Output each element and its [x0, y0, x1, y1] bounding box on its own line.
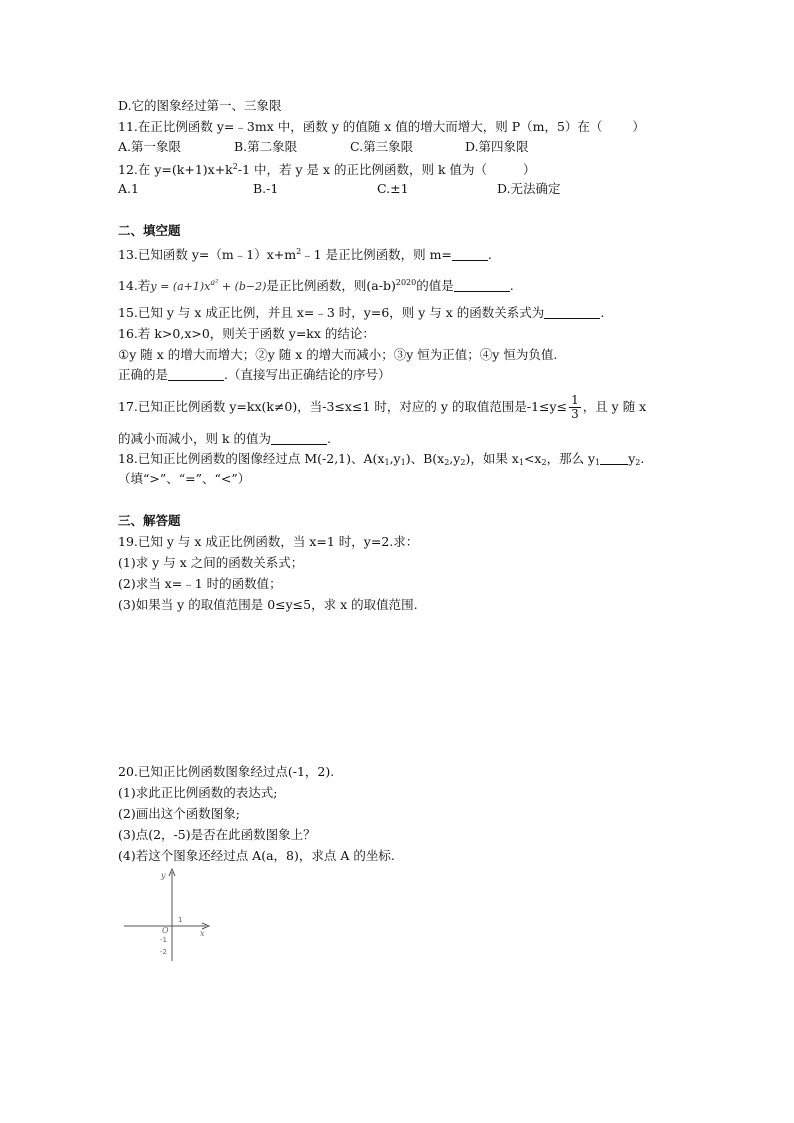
q16-answer [118, 366, 391, 384]
q11-option-d: D.第四象限 [465, 139, 529, 154]
q15-answer-blank[interactable] [544, 306, 600, 319]
q19-part-2: (2)求当 x=﹣1 时的函数值； [118, 576, 282, 591]
q11-option-c: C.第三象限 [350, 139, 414, 154]
q18-sub-2: 1 [400, 458, 406, 467]
q13-period: . [487, 247, 492, 262]
q14-formula-exponent: a² [210, 278, 219, 287]
q14-formula-part-2: + (b−2) [218, 280, 267, 293]
q19-stem: 19.已知 y 与 x 成正比例函数，当 x=1 时，y=2.求： [118, 534, 419, 549]
q18-text-6: <x [523, 451, 542, 466]
q18-line-2: （填“>”、“=”、“<”） [118, 471, 251, 486]
q12-exponent: 2 [232, 162, 238, 171]
q14-text-2: 是正比例函数，则(a-b) [266, 278, 396, 293]
y-axis-label: y [161, 871, 166, 880]
q17-fraction [569, 394, 581, 421]
q14 [118, 274, 514, 296]
q11-stem-text: 11.在正比例函数 y=﹣3mx 中，函数 y 的值随 x 值的增大而增大，则 P（m，5）在（ [118, 119, 603, 134]
q17-answer-blank[interactable] [271, 432, 327, 445]
q18-text-9: . [640, 451, 645, 466]
tick-label-1: 1 [178, 916, 183, 924]
q12-option-d: D.无法确定 [497, 181, 561, 196]
q11-option-b: B.第二象限 [234, 139, 298, 154]
q17-period: . [327, 431, 332, 446]
q11-stem [118, 118, 645, 136]
q18-sub-1: 1 [384, 458, 390, 467]
q20-part-4: (4)若这个图象还经过点 A(a，8)，求点 A 的坐标. [118, 848, 395, 863]
q18-text-5: )，如果 x [465, 451, 519, 466]
q17-fraction-numerator: 1 [571, 393, 579, 407]
q17-text: 17.已知正比例函数 y=kx(k≠0)，当-3≤x≤1 时，对应的 y 的取值范围是-1≤y≤ [118, 399, 568, 414]
q18-sub-5: 1 [518, 458, 524, 467]
q15-text: 15.已知 y 与 x 成正比例，并且 x=﹣3 时，y=6，则 y 与 x 的函数关系式为 [118, 305, 545, 320]
q12-stem-close: ） [523, 162, 536, 177]
q13-exponent: 2 [296, 247, 302, 256]
q12-option-c: C.±1 [377, 181, 409, 196]
origin-label: O [162, 926, 169, 935]
q12-option-a: A.1 [118, 181, 139, 196]
q18-sub-4: 2 [460, 458, 466, 467]
q18-text-3: )、B(x [405, 451, 445, 466]
tick-label-neg1: -1 [160, 936, 167, 944]
section-solve-heading: 三、解答题 [118, 513, 181, 528]
q12-option-b: B.-1 [253, 181, 279, 196]
q14-answer-blank[interactable] [454, 279, 510, 292]
q10-option-d: D.它的图象经过第一、三象限 [118, 98, 282, 113]
q17-line-2 [118, 430, 331, 448]
q11-options [118, 138, 529, 156]
q13 [118, 243, 492, 264]
q17-text-2: ，且 y 随 x [582, 399, 647, 414]
q14-text: 14.若 [118, 278, 151, 293]
q16-answer-blank[interactable] [168, 368, 224, 381]
q12-stem-text-2: -1 中，若 y 是 x 的正比例函数，则 k 值为（ [237, 162, 488, 177]
q16-answer-label: 正确的是 [118, 367, 169, 382]
tick-label-neg2: -2 [160, 948, 167, 956]
q20-stem: 20.已知正比例函数图象经过点(-1，2). [118, 764, 335, 779]
q14-formula [150, 280, 266, 293]
q16-answer-note: .（直接写出正确结论的序号） [224, 367, 391, 382]
q11-stem-close: ） [632, 119, 645, 134]
q12-options [118, 180, 561, 198]
q20-part-1: (1)求此正比例函数的表达式; [118, 785, 278, 800]
section-fill-blank-heading: 二、填空题 [118, 223, 181, 238]
q11-option-a: A.第一象限 [118, 139, 182, 154]
q14-formula-part-1: y = (a+1)x [150, 280, 211, 293]
q15-period: . [600, 305, 605, 320]
q18-sub-8: 2 [635, 458, 641, 467]
q18-sub-6: 2 [541, 458, 547, 467]
q20-part-3: (3)点(2，-5)是否在此函数图象上？ [118, 827, 316, 842]
q17-fraction-denominator: 3 [571, 407, 579, 421]
q17-text-3: 的减小而减小，则 k 的值为 [118, 431, 272, 446]
q13-text-2: ﹣1 是正比例函数，则 m= [301, 247, 452, 262]
q17-line-1 [118, 392, 646, 422]
q16-statements: ①y 随 x 的增大而增大；②y 随 x 的增大而减小；③y 恒为正值；④y 恒为负值. [118, 347, 558, 362]
coordinate-axes-figure [120, 866, 212, 964]
q16-stem: 16.若 k>0,x>0，则关于函数 y=kx 的结论： [118, 326, 375, 341]
q15 [118, 304, 604, 322]
q18-sub-3: 2 [444, 458, 450, 467]
q13-answer-blank[interactable] [452, 248, 488, 261]
q18-text-1: 18.已知正比例函数的图像经过点 M(-2,1)、A(x [118, 451, 385, 466]
q19-part-3: (3)如果当 y 的取值范围是 0≤y≤5，求 x 的取值范围. [118, 597, 418, 612]
q18-sub-7: 1 [595, 458, 601, 467]
q18-answer-blank[interactable] [600, 452, 628, 465]
q18-text-4: ,y [449, 451, 461, 466]
q12-stem-text: 12.在 y=(k+1)x+k [118, 162, 233, 177]
q14-text-3: 的值是 [416, 278, 454, 293]
q20-part-2: (2)画出这个函数图象; [118, 806, 240, 821]
x-axis-label: x [200, 929, 205, 938]
q19-part-1: (1)求 y 与 x 之间的函数关系式； [118, 555, 304, 570]
q13-text: 13.已知函数 y=（m﹣1）x+m [118, 247, 297, 262]
q18-text-8: y [628, 451, 636, 466]
q18-line-1 [118, 450, 644, 472]
q12-stem [118, 158, 536, 179]
q14-exponent: 2020 [395, 278, 417, 287]
q14-period: . [509, 278, 514, 293]
q18-text-2: ,y [389, 451, 401, 466]
q18-text-7: ，那么 y [546, 451, 596, 466]
